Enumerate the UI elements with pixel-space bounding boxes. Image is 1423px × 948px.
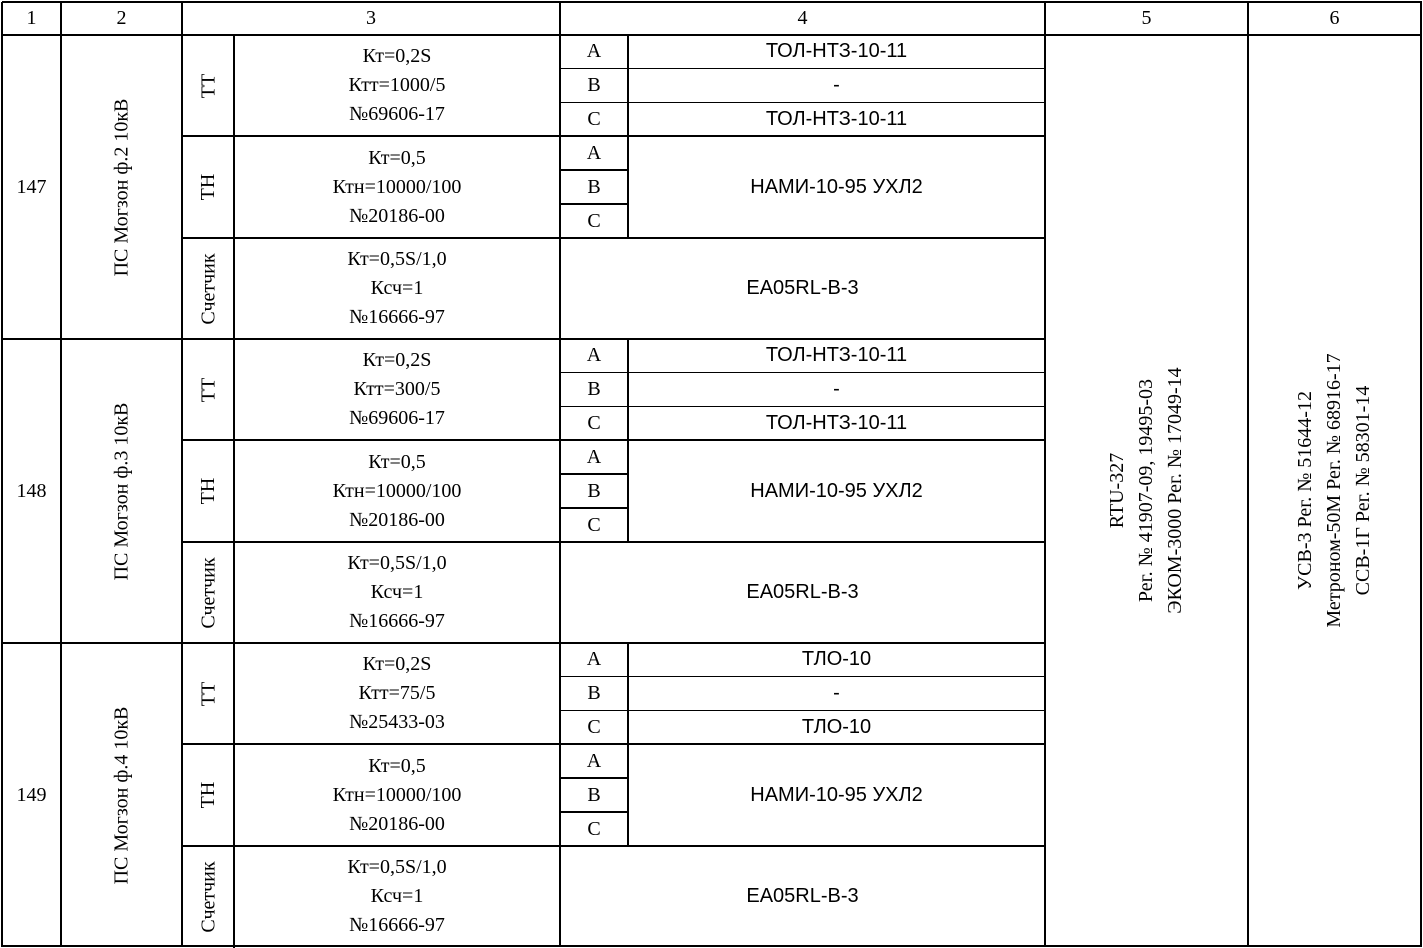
row-148-tn-label: ТН: [196, 477, 219, 505]
row-147-number: 147: [16, 175, 47, 198]
row-147-tt-model-B: -: [833, 73, 840, 96]
row-149-tn-params-line-1: Кт=0,5: [368, 754, 426, 777]
controller-info-line-2: Рег. № 41907-09, 19495-03: [1135, 378, 1157, 603]
column-header-5: 5: [1141, 7, 1152, 29]
controller-info-line-1: RTU-327: [1106, 452, 1128, 529]
row-148-tn-phase-A: A: [586, 445, 602, 468]
time-sync-info-line-2: Метроном-50М Рег. № 68916-17: [1323, 353, 1345, 628]
time-sync-info: [1248, 35, 1421, 946]
row-147-tn-model: НАМИ-10-95 УХЛ2: [750, 175, 923, 198]
row-147-tn-label: ТН: [196, 173, 219, 201]
row-148-tn-model: НАМИ-10-95 УХЛ2: [750, 479, 923, 502]
row-149-tn-phase-C: C: [587, 817, 601, 840]
column-header-1: 1: [26, 7, 37, 29]
row-148-meter-label: Счетчик: [196, 556, 219, 629]
row-149-tt-params: [234, 643, 560, 744]
row-148-tn-phase-C: C: [587, 513, 601, 536]
row-148-tn-params-line-2: Ктн=10000/100: [332, 479, 462, 502]
row-149-meter-params-line-1: Кт=0,5S/1,0: [347, 856, 447, 878]
row-147-tn-phase-B: B: [587, 175, 601, 198]
row-149-tt-label: ТТ: [196, 681, 219, 706]
row-147-tt-params-line-2: Ктт=1000/5: [348, 74, 446, 96]
row-147-tt-params-line-1: Кт=0,2S: [362, 45, 432, 67]
row-149-meter-params-line-3: №16666-97: [349, 914, 445, 936]
row-149-tt-params-line-3: №25433-03: [349, 711, 445, 733]
row-148-meter-params-line-3: №16666-97: [349, 610, 445, 632]
row-148-tt-params-line-3: №69606-17: [349, 407, 445, 429]
row-148-tt-params: [234, 339, 560, 440]
row-149-meter-label: Счетчик: [196, 860, 219, 933]
row-147-meter-params-line-2: Ксч=1: [370, 277, 424, 299]
controller-info: [1045, 35, 1248, 946]
row-147-tt-phase-A: A: [586, 40, 602, 63]
row-148-tt-params-line-2: Ктт=300/5: [353, 378, 441, 400]
row-147-tt-phase-B: B: [587, 73, 601, 96]
row-149-tn-params-line-3: №20186-00: [349, 812, 445, 835]
row-149-tt-phase-B: B: [587, 681, 601, 704]
row-149-tt-params-line-2: Ктт=75/5: [358, 682, 436, 704]
row-148-tt-phase-A: A: [586, 344, 602, 367]
column-header-4: 4: [797, 7, 808, 29]
row-147-meter-params: [234, 238, 560, 339]
row-148-tn-params: [234, 440, 560, 542]
row-148-substation-name: ПС Могзон ф.3 10кВ: [110, 402, 132, 580]
column-header-6: 6: [1329, 7, 1340, 29]
row-149-tt-model-C: ТЛО-10: [801, 715, 872, 738]
row-149-meter-params-line-2: Ксч=1: [370, 885, 424, 907]
row-147-meter-params-line-1: Кт=0,5S/1,0: [347, 248, 447, 270]
row-147-tt-model-A: ТОЛ-НТЗ-10-11: [765, 40, 908, 63]
column-header-2: 2: [116, 7, 127, 29]
row-147-substation-name: ПС Могзон ф.2 10кВ: [110, 98, 132, 276]
row-147-tn-params-line-2: Ктн=10000/100: [332, 175, 462, 198]
row-148-tt-model-C: ТОЛ-НТЗ-10-11: [765, 411, 908, 434]
row-149-meter-model: ЕА05RL-В-3: [746, 885, 859, 907]
row-147-tn-phase-A: A: [586, 141, 602, 164]
row-148-meter-params-line-2: Ксч=1: [370, 581, 424, 603]
row-148-tt-phase-C: C: [587, 411, 601, 434]
row-149-tt-model-B: -: [833, 681, 840, 704]
time-sync-info-line-1: УСВ-3 Рег. № 51644-12: [1294, 391, 1316, 590]
row-149-meter-params: [234, 846, 560, 947]
row-149-tt-params-line-1: Кт=0,2S: [362, 653, 432, 675]
row-148-meter-params: [234, 542, 560, 643]
row-148-tt-phase-B: B: [587, 377, 601, 400]
row-147-meter-label: Счетчик: [196, 252, 219, 325]
row-149-substation-name: ПС Могзон ф.4 10кВ: [110, 706, 132, 884]
row-149-tt-model-A: ТЛО-10: [801, 648, 872, 671]
row-149-tt-phase-C: C: [587, 715, 601, 738]
row-147-tt-params-line-3: №69606-17: [349, 103, 445, 125]
controller-info-line-3: ЭКОМ-3000 Рег. № 17049-14: [1164, 367, 1186, 614]
row-148-tn-phase-B: B: [587, 479, 601, 502]
row-147-tn-phase-C: C: [587, 209, 601, 232]
row-148-tt-model-A: ТОЛ-НТЗ-10-11: [765, 344, 908, 367]
row-148-tn-params-line-1: Кт=0,5: [368, 450, 426, 473]
time-sync-info-line-3: ССВ-1Г Рег. № 58301-14: [1352, 385, 1374, 596]
row-149-tn-phase-A: A: [586, 749, 602, 772]
row-147-tt-phase-C: C: [587, 107, 601, 130]
row-148-number: 148: [16, 479, 47, 502]
row-148-meter-model: ЕА05RL-В-3: [746, 581, 859, 603]
row-147-tn-params-line-3: №20186-00: [349, 204, 445, 227]
row-149-number: 149: [16, 783, 47, 806]
row-147-tt-label: ТТ: [196, 73, 219, 98]
row-148-tt-label: ТТ: [196, 377, 219, 402]
row-148-meter-params-line-1: Кт=0,5S/1,0: [347, 552, 447, 574]
row-149-tn-label: ТН: [196, 781, 219, 809]
row-147-tt-params: [234, 35, 560, 136]
row-147-tt-model-C: ТОЛ-НТЗ-10-11: [765, 107, 908, 130]
column-header-3: 3: [366, 7, 376, 29]
row-149-tn-params-line-2: Ктн=10000/100: [332, 783, 462, 806]
row-148-tn-params-line-3: №20186-00: [349, 508, 445, 531]
row-149-tt-phase-A: A: [586, 648, 602, 671]
row-149-tn-phase-B: B: [587, 783, 601, 806]
row-149-tn-model: НАМИ-10-95 УХЛ2: [750, 783, 923, 806]
row-147-tn-params: [234, 136, 560, 238]
row-147-meter-params-line-3: №16666-97: [349, 306, 445, 328]
row-149-tn-params: [234, 744, 560, 846]
row-148-tt-params-line-1: Кт=0,2S: [362, 349, 432, 371]
row-148-tt-model-B: -: [833, 377, 840, 400]
row-147-meter-model: ЕА05RL-В-3: [746, 277, 859, 299]
row-147-tn-params-line-1: Кт=0,5: [368, 146, 426, 169]
